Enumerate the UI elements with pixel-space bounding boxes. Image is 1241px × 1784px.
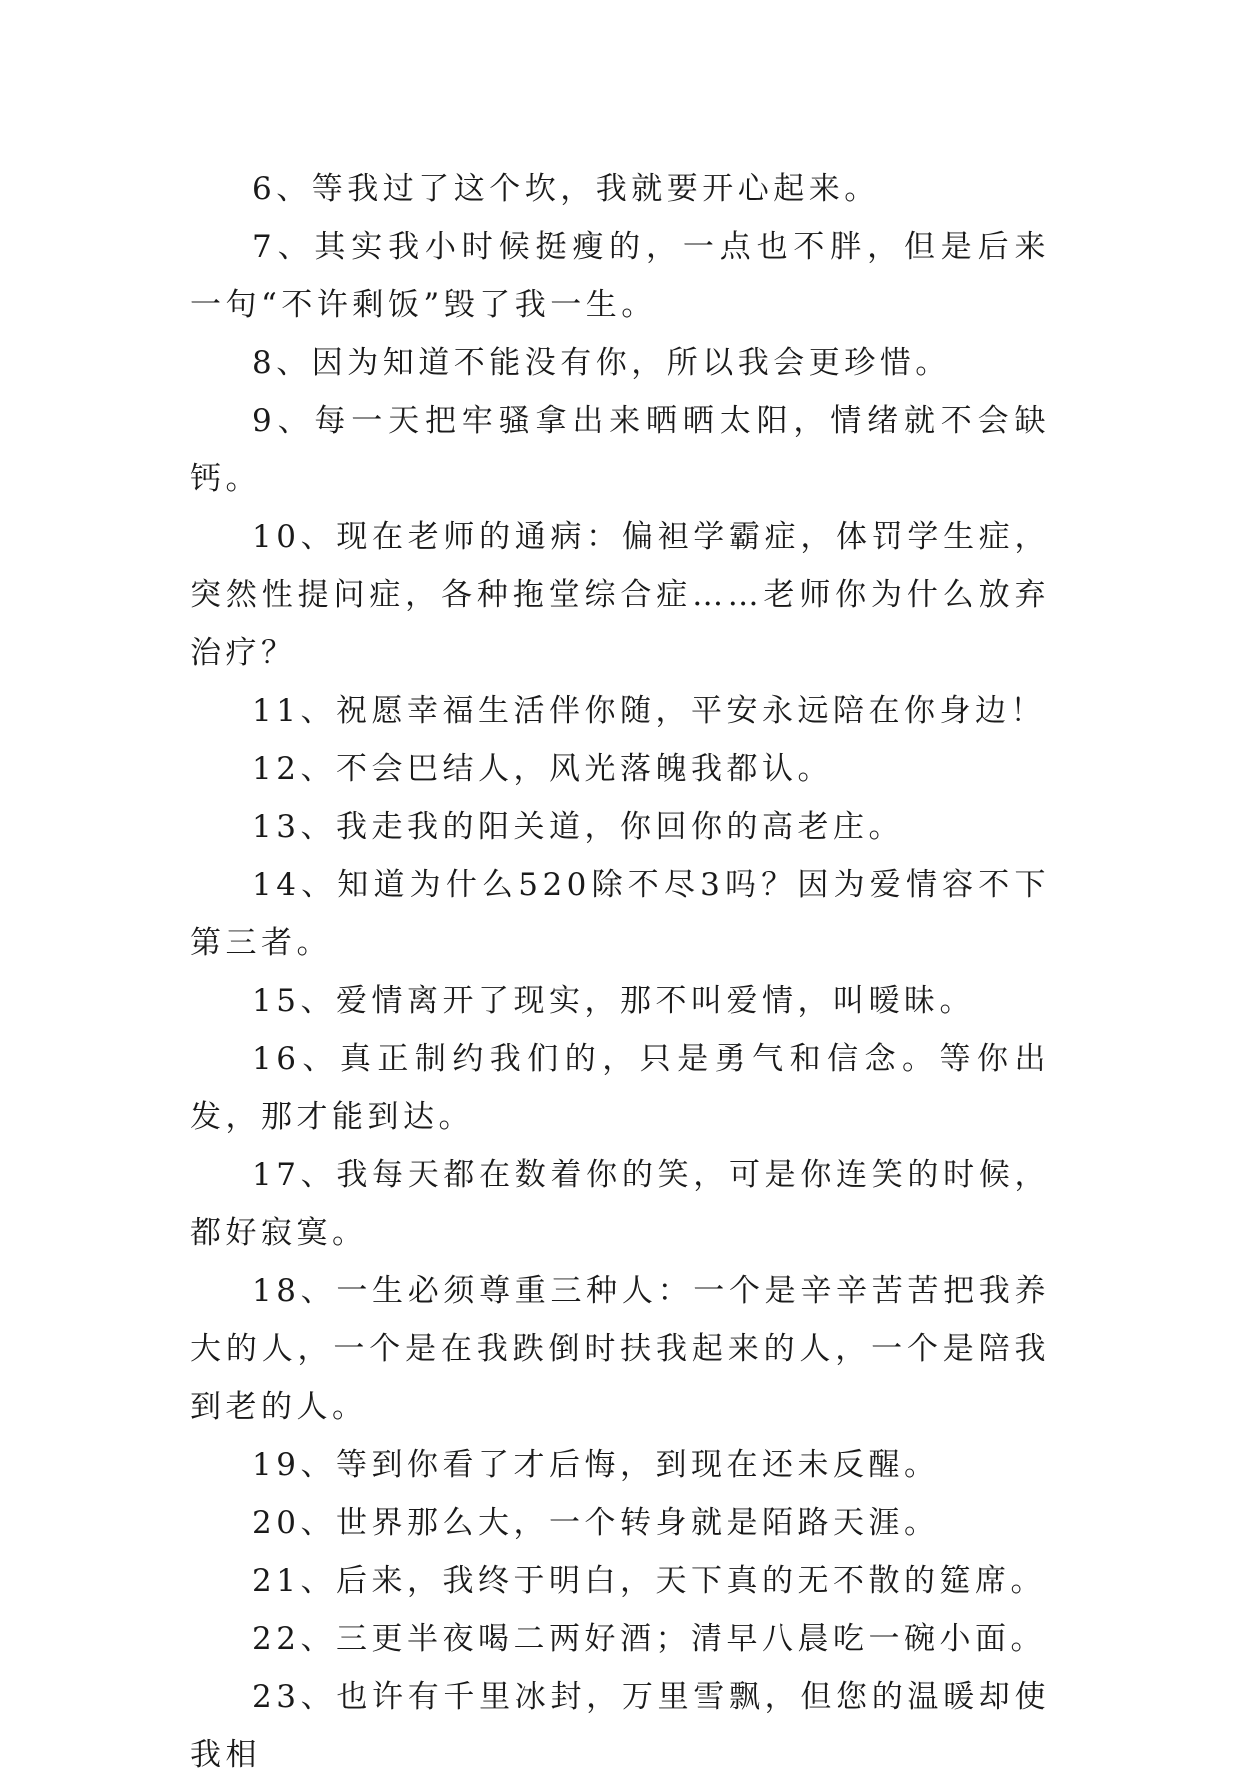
paragraph-19: 19、等到你看了才后悔，到现在还未反醒。: [252, 1447, 940, 1483]
paragraph-6: 6、等我过了这个坎，我就要开心起来。: [252, 171, 880, 207]
paragraph-18: 18、一生必须尊重三种人：一个是辛辛苦苦把我养大的人，一个是在我跌倒时扶我起来的人，一个是陪我到老的人。: [190, 1273, 1050, 1425]
paragraph-16: 16、真正制约我们的，只是勇气和信念。等你出发，那才能到达。: [190, 1041, 1050, 1135]
paragraph-13: 13、我走我的阳关道，你回你的高老庄。: [252, 809, 904, 845]
paragraph-9: 9、每一天把牢骚拿出来晒晒太阳，情绪就不会缺钙。: [190, 403, 1050, 497]
paragraph-21: 21、后来，我终于明白，天下真的无不散的筵席。: [252, 1563, 1046, 1599]
paragraph-10: 10、现在老师的通病：偏袒学霸症，体罚学生症，突然性提问症，各种拖堂综合症……老师你为什么放弃治疗？: [190, 519, 1050, 671]
paragraph-22: 22、三更半夜喝二两好酒；清早八晨吃一碗小面。: [252, 1621, 1046, 1657]
paragraph-11: 11、祝愿幸福生活伴你随，平安永远陪在你身边！: [252, 693, 1046, 729]
paragraph-14: 14、知道为什么520除不尽3吗？因为爱情容不下第三者。: [190, 867, 1050, 961]
paragraph-15: 15、爱情离开了现实，那不叫爱情，叫暧昧。: [252, 983, 975, 1019]
paragraph-20: 20、世界那么大，一个转身就是陌路天涯。: [252, 1505, 940, 1541]
paragraph-17: 17、我每天都在数着你的笑，可是你连笑的时候，都好寂寞。: [190, 1157, 1050, 1251]
paragraph-7: 7、其实我小时候挺瘦的，一点也不胖，但是后来一句“不许剩饭”毁了我一生。: [190, 229, 1050, 323]
document-body: [190, 160, 1050, 1784]
paragraph-12: 12、不会巴结人，风光落魄我都认。: [252, 751, 833, 787]
paragraph-8: 8、因为知道不能没有你，所以我会更珍惜。: [252, 345, 951, 381]
paragraph-23: 23、也许有千里冰封，万里雪飘，但您的温暖却使我相: [190, 1679, 1050, 1773]
